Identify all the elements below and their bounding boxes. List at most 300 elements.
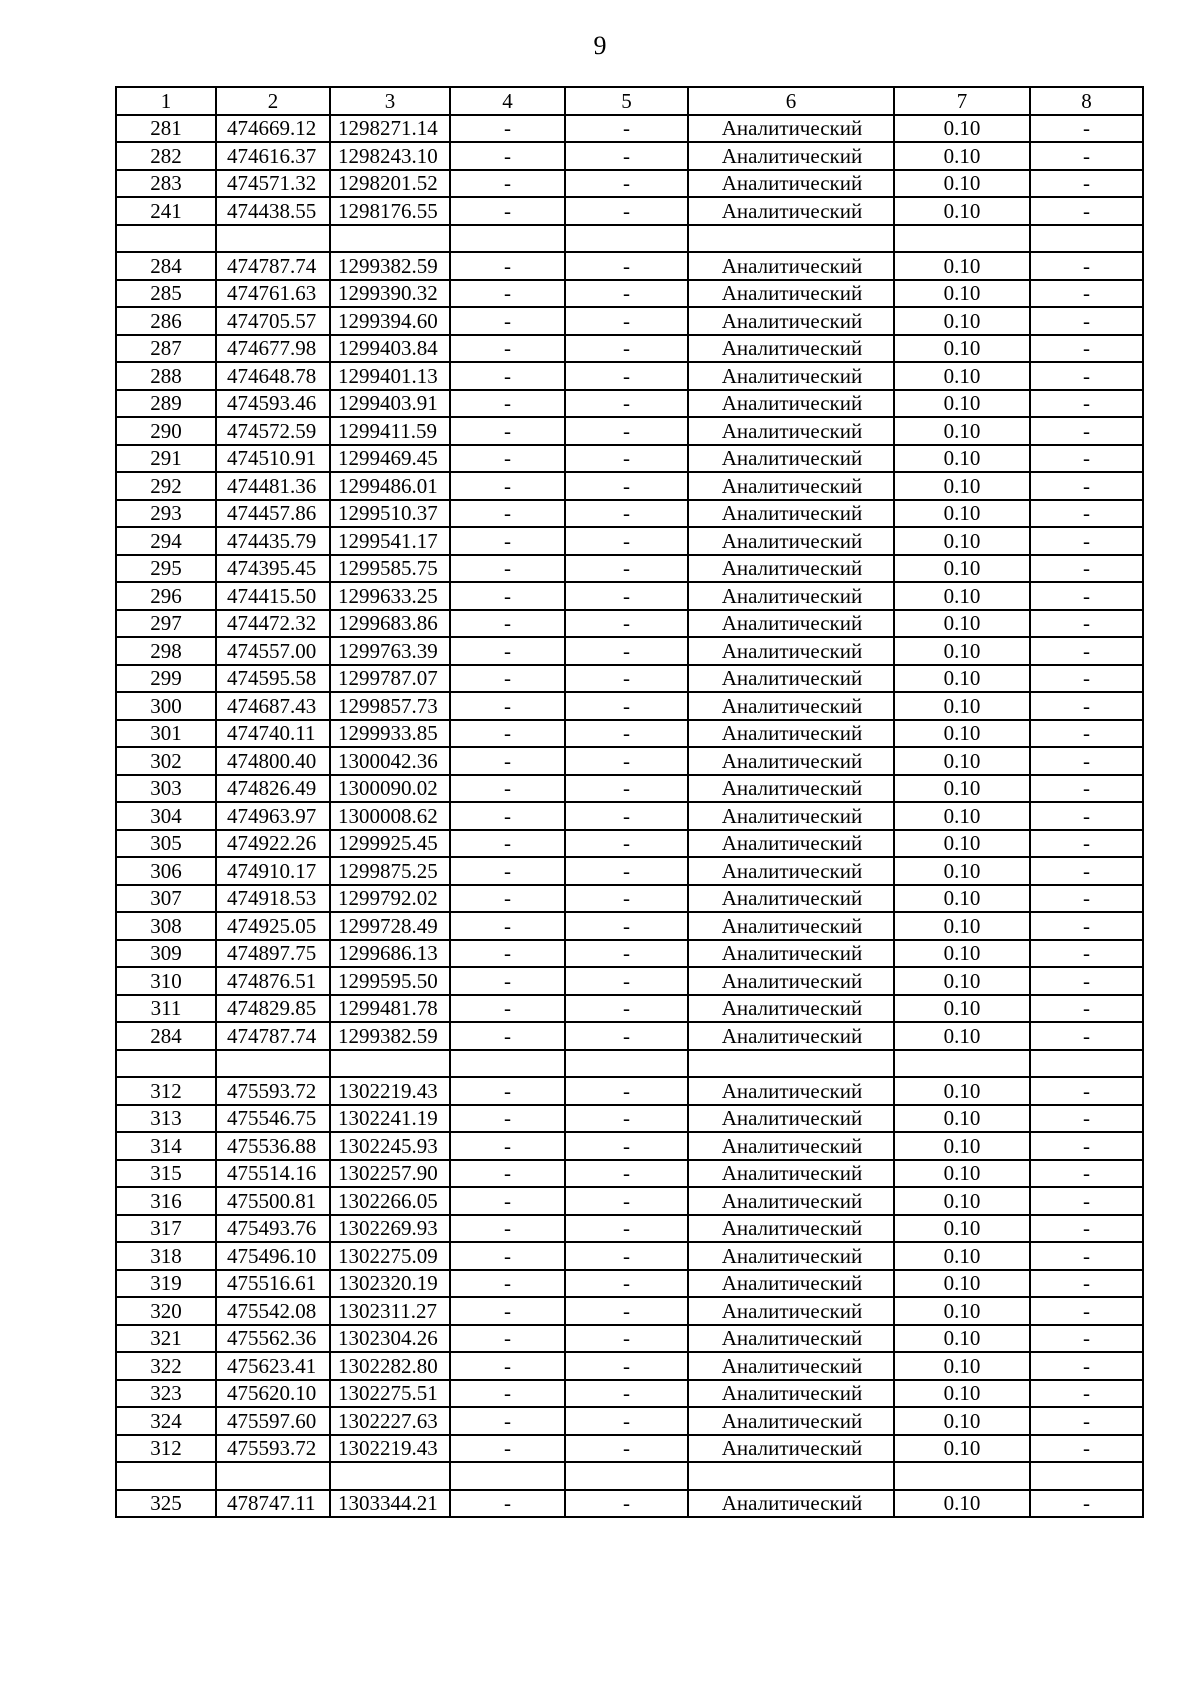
cell-col-4 [450, 225, 565, 253]
cell-x-coordinate: 475593.72 [216, 1077, 330, 1105]
cell-col-4: - [450, 665, 565, 693]
cell-col-4: - [450, 1215, 565, 1243]
cell-x-coordinate: 475493.76 [216, 1215, 330, 1243]
cell-accuracy: 0.10 [894, 1380, 1030, 1408]
cell-col-4: - [450, 1325, 565, 1353]
table-row [116, 500, 1143, 528]
cell-accuracy: 0.10 [894, 500, 1030, 528]
cell-accuracy: 0.10 [894, 527, 1030, 555]
cell-x-coordinate [216, 1050, 330, 1078]
cell-col-4 [450, 1050, 565, 1078]
table-row [116, 335, 1143, 363]
cell-method: Аналитический [688, 1215, 894, 1243]
table-row [116, 1187, 1143, 1215]
cell-accuracy: 0.10 [894, 582, 1030, 610]
cell-point-number: 295 [116, 555, 216, 583]
cell-y-coordinate: 1299875.25 [330, 857, 450, 885]
cell-col-8: - [1030, 1407, 1143, 1435]
cell-col-4: - [450, 1187, 565, 1215]
cell-accuracy: 0.10 [894, 885, 1030, 913]
cell-col-4: - [450, 1352, 565, 1380]
cell-accuracy [894, 1050, 1030, 1078]
cell-accuracy: 0.10 [894, 390, 1030, 418]
cell-y-coordinate: 1299411.59 [330, 417, 450, 445]
cell-x-coordinate: 474677.98 [216, 335, 330, 363]
cell-accuracy: 0.10 [894, 802, 1030, 830]
table-row [116, 280, 1143, 308]
cell-col-8: - [1030, 995, 1143, 1023]
cell-accuracy: 0.10 [894, 1242, 1030, 1270]
cell-col-5: - [565, 802, 688, 830]
cell-col-5: - [565, 830, 688, 858]
cell-y-coordinate: 1302257.90 [330, 1160, 450, 1188]
cell-y-coordinate: 1299633.25 [330, 582, 450, 610]
cell-col-5: - [565, 1435, 688, 1463]
cell-col-4: - [450, 637, 565, 665]
cell-y-coordinate: 1299686.13 [330, 940, 450, 968]
cell-point-number: 314 [116, 1132, 216, 1160]
cell-x-coordinate: 474510.91 [216, 445, 330, 473]
cell-col-4 [450, 1462, 565, 1490]
cell-method: Аналитический [688, 940, 894, 968]
cell-col-4: - [450, 610, 565, 638]
cell-col-5: - [565, 692, 688, 720]
cell-col-8: - [1030, 1270, 1143, 1298]
cell-method: Аналитический [688, 500, 894, 528]
table-row [116, 692, 1143, 720]
cell-x-coordinate: 475536.88 [216, 1132, 330, 1160]
cell-col-5: - [565, 197, 688, 225]
cell-col-5: - [565, 1325, 688, 1353]
cell-y-coordinate: 1299541.17 [330, 527, 450, 555]
cell-y-coordinate: 1299728.49 [330, 912, 450, 940]
cell-accuracy: 0.10 [894, 1490, 1030, 1518]
cell-method: Аналитический [688, 445, 894, 473]
cell-method [688, 1462, 894, 1490]
cell-accuracy: 0.10 [894, 307, 1030, 335]
cell-col-8: - [1030, 1105, 1143, 1133]
cell-col-8: - [1030, 940, 1143, 968]
cell-method: Аналитический [688, 1435, 894, 1463]
cell-accuracy: 0.10 [894, 115, 1030, 143]
cell-x-coordinate: 474761.63 [216, 280, 330, 308]
table-row [116, 252, 1143, 280]
table-row [116, 1215, 1143, 1243]
table-row [116, 885, 1143, 913]
cell-x-coordinate: 474925.05 [216, 912, 330, 940]
cell-col-4: - [450, 1160, 565, 1188]
table-row [116, 1407, 1143, 1435]
cell-y-coordinate: 1302304.26 [330, 1325, 450, 1353]
cell-method: Аналитический [688, 1132, 894, 1160]
cell-col-8: - [1030, 692, 1143, 720]
cell-col-8: - [1030, 720, 1143, 748]
cell-accuracy: 0.10 [894, 1187, 1030, 1215]
cell-method: Аналитический [688, 527, 894, 555]
cell-x-coordinate: 474800.40 [216, 747, 330, 775]
table-row [116, 1105, 1143, 1133]
cell-col-8: - [1030, 1435, 1143, 1463]
table-row [116, 857, 1143, 885]
cell-x-coordinate: 474438.55 [216, 197, 330, 225]
cell-method [688, 225, 894, 253]
cell-accuracy [894, 225, 1030, 253]
cell-accuracy: 0.10 [894, 747, 1030, 775]
cell-col-8: - [1030, 1077, 1143, 1105]
cell-col-5: - [565, 472, 688, 500]
cell-accuracy: 0.10 [894, 1325, 1030, 1353]
table-separator-row [116, 225, 1143, 253]
cell-accuracy: 0.10 [894, 1215, 1030, 1243]
cell-col-5: - [565, 1160, 688, 1188]
cell-col-8: - [1030, 500, 1143, 528]
cell-accuracy: 0.10 [894, 197, 1030, 225]
cell-col-5: - [565, 115, 688, 143]
cell-accuracy: 0.10 [894, 280, 1030, 308]
table-row [116, 1242, 1143, 1270]
cell-point-number: 322 [116, 1352, 216, 1380]
cell-y-coordinate: 1299390.32 [330, 280, 450, 308]
cell-method: Аналитический [688, 912, 894, 940]
cell-y-coordinate: 1302245.93 [330, 1132, 450, 1160]
header-cell-col-1: 1 [116, 87, 216, 115]
cell-method: Аналитический [688, 637, 894, 665]
cell-x-coordinate: 478747.11 [216, 1490, 330, 1518]
cell-col-5 [565, 1050, 688, 1078]
cell-x-coordinate: 475516.61 [216, 1270, 330, 1298]
cell-y-coordinate: 1298176.55 [330, 197, 450, 225]
cell-y-coordinate [330, 1462, 450, 1490]
table-body [116, 87, 1143, 1517]
cell-col-5: - [565, 527, 688, 555]
cell-method: Аналитический [688, 170, 894, 198]
cell-col-8: - [1030, 1380, 1143, 1408]
cell-col-8: - [1030, 637, 1143, 665]
cell-x-coordinate: 474829.85 [216, 995, 330, 1023]
cell-accuracy: 0.10 [894, 472, 1030, 500]
cell-x-coordinate: 474571.32 [216, 170, 330, 198]
cell-point-number: 319 [116, 1270, 216, 1298]
table-row [116, 830, 1143, 858]
cell-x-coordinate: 474876.51 [216, 967, 330, 995]
cell-point-number: 302 [116, 747, 216, 775]
cell-accuracy: 0.10 [894, 830, 1030, 858]
cell-col-5: - [565, 720, 688, 748]
cell-point-number: 281 [116, 115, 216, 143]
cell-y-coordinate [330, 1050, 450, 1078]
cell-point-number: 241 [116, 197, 216, 225]
table-row [116, 1132, 1143, 1160]
cell-col-8: - [1030, 857, 1143, 885]
cell-method: Аналитический [688, 1160, 894, 1188]
cell-point-number: 324 [116, 1407, 216, 1435]
cell-col-5: - [565, 1490, 688, 1518]
table-row [116, 170, 1143, 198]
cell-col-4: - [450, 940, 565, 968]
cell-col-5: - [565, 940, 688, 968]
cell-accuracy: 0.10 [894, 335, 1030, 363]
cell-col-8: - [1030, 142, 1143, 170]
cell-col-8 [1030, 1462, 1143, 1490]
cell-method: Аналитический [688, 1407, 894, 1435]
cell-accuracy: 0.10 [894, 1435, 1030, 1463]
cell-col-4: - [450, 885, 565, 913]
cell-y-coordinate: 1298201.52 [330, 170, 450, 198]
table-row [116, 390, 1143, 418]
table-row [116, 775, 1143, 803]
cell-col-8: - [1030, 1297, 1143, 1325]
table-row [116, 115, 1143, 143]
cell-y-coordinate: 1299763.39 [330, 637, 450, 665]
cell-col-4: - [450, 115, 565, 143]
cell-accuracy: 0.10 [894, 857, 1030, 885]
cell-y-coordinate: 1299394.60 [330, 307, 450, 335]
cell-col-5: - [565, 142, 688, 170]
cell-method: Аналитический [688, 1270, 894, 1298]
cell-method: Аналитический [688, 1490, 894, 1518]
cell-col-4: - [450, 527, 565, 555]
cell-y-coordinate: 1300090.02 [330, 775, 450, 803]
header-cell-col-8: 8 [1030, 87, 1143, 115]
cell-col-5: - [565, 967, 688, 995]
table-row [116, 940, 1143, 968]
cell-point-number: 287 [116, 335, 216, 363]
cell-col-8: - [1030, 747, 1143, 775]
cell-col-5: - [565, 1352, 688, 1380]
table-row [116, 1435, 1143, 1463]
cell-point-number: 309 [116, 940, 216, 968]
cell-col-5: - [565, 1132, 688, 1160]
cell-col-5: - [565, 637, 688, 665]
cell-col-8: - [1030, 390, 1143, 418]
table-row [116, 1325, 1143, 1353]
cell-x-coordinate: 474595.58 [216, 665, 330, 693]
cell-accuracy: 0.10 [894, 1270, 1030, 1298]
cell-col-8: - [1030, 1490, 1143, 1518]
cell-col-5: - [565, 1297, 688, 1325]
cell-y-coordinate: 1300042.36 [330, 747, 450, 775]
table-row [116, 802, 1143, 830]
cell-y-coordinate: 1299933.85 [330, 720, 450, 748]
cell-x-coordinate: 474415.50 [216, 582, 330, 610]
cell-y-coordinate: 1302241.19 [330, 1105, 450, 1133]
cell-y-coordinate: 1299486.01 [330, 472, 450, 500]
cell-col-5: - [565, 362, 688, 390]
cell-col-8 [1030, 1050, 1143, 1078]
cell-x-coordinate: 474787.74 [216, 252, 330, 280]
cell-col-5: - [565, 747, 688, 775]
cell-col-8: - [1030, 830, 1143, 858]
table-row [116, 1077, 1143, 1105]
cell-col-5: - [565, 582, 688, 610]
cell-col-5: - [565, 335, 688, 363]
table-row [116, 1160, 1143, 1188]
cell-point-number [116, 1462, 216, 1490]
cell-accuracy: 0.10 [894, 362, 1030, 390]
cell-col-5: - [565, 857, 688, 885]
table-row [116, 582, 1143, 610]
table-row [116, 637, 1143, 665]
cell-method: Аналитический [688, 390, 894, 418]
cell-y-coordinate: 1299792.02 [330, 885, 450, 913]
cell-col-5: - [565, 885, 688, 913]
cell-y-coordinate: 1302219.43 [330, 1435, 450, 1463]
cell-y-coordinate: 1299403.84 [330, 335, 450, 363]
table-row [116, 527, 1143, 555]
cell-point-number: 310 [116, 967, 216, 995]
table-header-row [116, 87, 1143, 115]
cell-point-number: 291 [116, 445, 216, 473]
cell-y-coordinate: 1299382.59 [330, 1022, 450, 1050]
cell-method: Аналитический [688, 1352, 894, 1380]
cell-y-coordinate: 1302320.19 [330, 1270, 450, 1298]
cell-y-coordinate: 1298271.14 [330, 115, 450, 143]
cell-point-number: 293 [116, 500, 216, 528]
cell-method: Аналитический [688, 720, 894, 748]
cell-col-4: - [450, 417, 565, 445]
table-row [116, 1490, 1143, 1518]
cell-y-coordinate: 1302227.63 [330, 1407, 450, 1435]
cell-col-8: - [1030, 362, 1143, 390]
cell-x-coordinate: 474616.37 [216, 142, 330, 170]
table-row [116, 1022, 1143, 1050]
cell-x-coordinate: 474787.74 [216, 1022, 330, 1050]
cell-x-coordinate: 475623.41 [216, 1352, 330, 1380]
cell-y-coordinate: 1299382.59 [330, 252, 450, 280]
table-row [116, 665, 1143, 693]
cell-x-coordinate: 474572.59 [216, 417, 330, 445]
cell-accuracy: 0.10 [894, 1105, 1030, 1133]
cell-point-number: 283 [116, 170, 216, 198]
cell-accuracy: 0.10 [894, 1160, 1030, 1188]
cell-col-8: - [1030, 885, 1143, 913]
cell-y-coordinate: 1302275.51 [330, 1380, 450, 1408]
cell-col-8: - [1030, 1325, 1143, 1353]
table-row [116, 995, 1143, 1023]
cell-col-4: - [450, 1270, 565, 1298]
cell-col-8: - [1030, 197, 1143, 225]
cell-col-8: - [1030, 610, 1143, 638]
cell-col-8: - [1030, 1352, 1143, 1380]
cell-col-8: - [1030, 252, 1143, 280]
cell-col-5: - [565, 775, 688, 803]
table-separator-row [116, 1050, 1143, 1078]
cell-col-4: - [450, 1380, 565, 1408]
cell-accuracy: 0.10 [894, 775, 1030, 803]
cell-method: Аналитический [688, 747, 894, 775]
cell-method: Аналитический [688, 472, 894, 500]
cell-col-5: - [565, 555, 688, 583]
cell-method: Аналитический [688, 252, 894, 280]
cell-accuracy: 0.10 [894, 1352, 1030, 1380]
cell-point-number: 321 [116, 1325, 216, 1353]
cell-point-number: 303 [116, 775, 216, 803]
cell-x-coordinate: 475496.10 [216, 1242, 330, 1270]
cell-method: Аналитический [688, 967, 894, 995]
cell-accuracy: 0.10 [894, 692, 1030, 720]
coordinates-table [115, 86, 1144, 1518]
cell-x-coordinate: 474918.53 [216, 885, 330, 913]
cell-point-number: 306 [116, 857, 216, 885]
cell-col-8: - [1030, 417, 1143, 445]
cell-col-5: - [565, 995, 688, 1023]
header-cell-col-7: 7 [894, 87, 1030, 115]
header-cell-col-2: 2 [216, 87, 330, 115]
cell-x-coordinate: 474687.43 [216, 692, 330, 720]
cell-col-8: - [1030, 170, 1143, 198]
cell-col-5: - [565, 1022, 688, 1050]
cell-point-number: 285 [116, 280, 216, 308]
cell-point-number: 316 [116, 1187, 216, 1215]
header-cell-col-5: 5 [565, 87, 688, 115]
table-row [116, 610, 1143, 638]
cell-method: Аналитический [688, 582, 894, 610]
cell-y-coordinate: 1302282.80 [330, 1352, 450, 1380]
table-row [116, 445, 1143, 473]
cell-x-coordinate: 474826.49 [216, 775, 330, 803]
cell-col-4: - [450, 802, 565, 830]
cell-y-coordinate: 1302219.43 [330, 1077, 450, 1105]
cell-col-8 [1030, 225, 1143, 253]
header-cell-col-4: 4 [450, 87, 565, 115]
cell-col-4: - [450, 1132, 565, 1160]
cell-method: Аналитический [688, 307, 894, 335]
cell-x-coordinate: 474740.11 [216, 720, 330, 748]
cell-col-5: - [565, 665, 688, 693]
cell-method: Аналитический [688, 1380, 894, 1408]
cell-col-8: - [1030, 1022, 1143, 1050]
cell-point-number [116, 1050, 216, 1078]
cell-accuracy: 0.10 [894, 912, 1030, 940]
cell-col-4: - [450, 555, 565, 583]
table-row [116, 362, 1143, 390]
cell-y-coordinate: 1302269.93 [330, 1215, 450, 1243]
cell-y-coordinate: 1299585.75 [330, 555, 450, 583]
cell-col-4: - [450, 280, 565, 308]
cell-col-4: - [450, 142, 565, 170]
cell-y-coordinate: 1303344.21 [330, 1490, 450, 1518]
cell-col-4: - [450, 362, 565, 390]
cell-col-5: - [565, 610, 688, 638]
cell-col-5: - [565, 1105, 688, 1133]
cell-point-number: 289 [116, 390, 216, 418]
cell-col-4: - [450, 582, 565, 610]
table-row [116, 142, 1143, 170]
cell-y-coordinate: 1299683.86 [330, 610, 450, 638]
cell-col-5: - [565, 1380, 688, 1408]
page-number: 9 [593, 31, 607, 60]
cell-accuracy: 0.10 [894, 720, 1030, 748]
cell-point-number: 311 [116, 995, 216, 1023]
cell-x-coordinate: 474435.79 [216, 527, 330, 555]
cell-accuracy: 0.10 [894, 940, 1030, 968]
cell-x-coordinate: 475620.10 [216, 1380, 330, 1408]
cell-accuracy: 0.10 [894, 555, 1030, 583]
cell-method: Аналитический [688, 995, 894, 1023]
cell-method: Аналитический [688, 142, 894, 170]
cell-col-4: - [450, 775, 565, 803]
table-row [116, 472, 1143, 500]
cell-point-number: 288 [116, 362, 216, 390]
cell-col-4: - [450, 692, 565, 720]
table-row [116, 1270, 1143, 1298]
cell-point-number: 304 [116, 802, 216, 830]
cell-point-number: 300 [116, 692, 216, 720]
cell-point-number: 299 [116, 665, 216, 693]
cell-point-number: 294 [116, 527, 216, 555]
cell-col-8: - [1030, 582, 1143, 610]
cell-col-8: - [1030, 555, 1143, 583]
